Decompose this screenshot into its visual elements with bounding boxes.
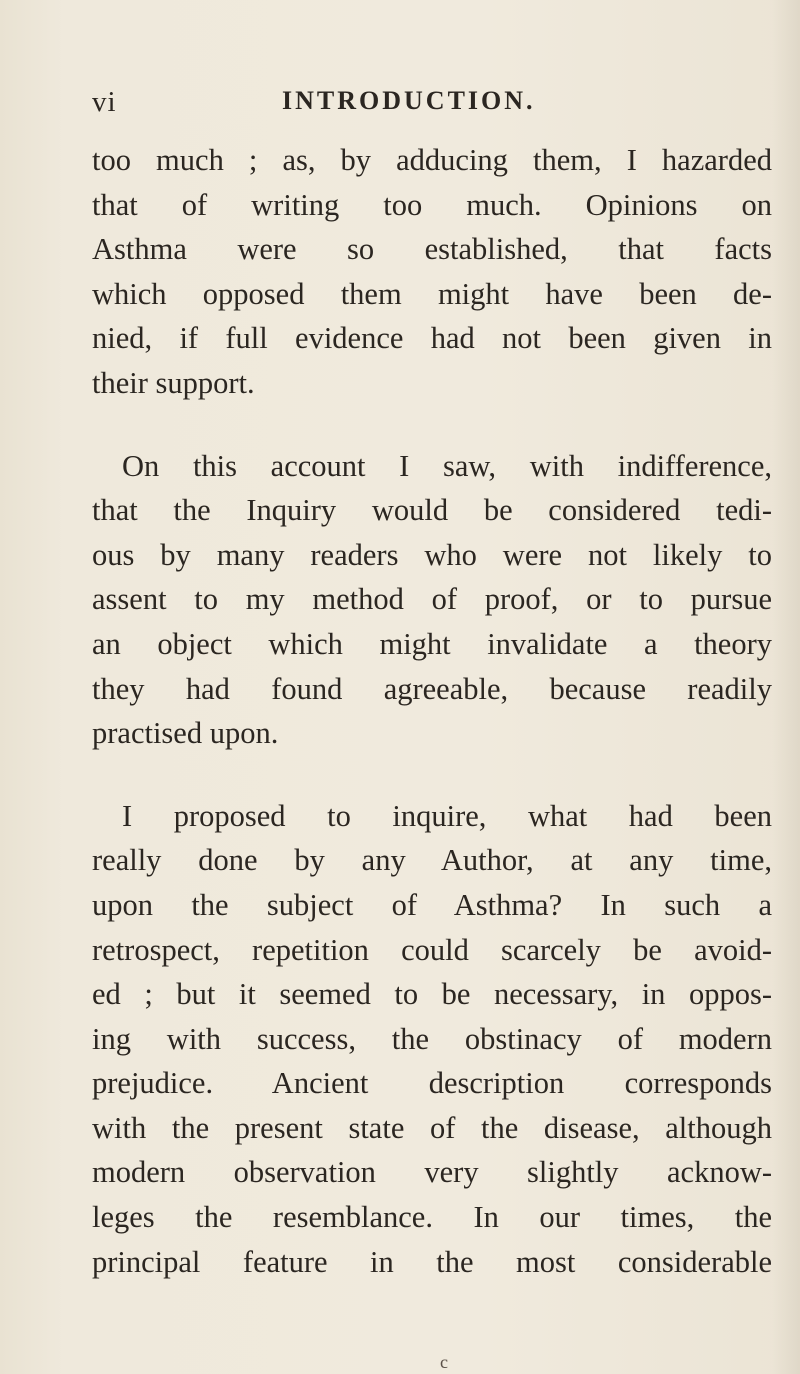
text-line: that of writing too much. Opinions on <box>92 187 772 222</box>
text-line: ous by many readers who were not likely to <box>92 537 772 572</box>
text-line: ed ; but it seemed to be necessary, in oppos- <box>92 977 772 1012</box>
paragraph <box>92 444 772 756</box>
text-line: prejudice. Ancient description corresponds <box>92 1066 772 1101</box>
body-text <box>92 138 772 1284</box>
text-line: practised upon. <box>92 716 279 751</box>
page-edge-shadow <box>772 0 800 1374</box>
page-number: vi <box>92 86 117 118</box>
text-line: nied, if full evidence had not been given in <box>92 321 772 356</box>
paragraph-gap <box>92 406 772 444</box>
chapter-title: INTRODUCTION. <box>282 86 536 115</box>
paragraph <box>92 794 772 1285</box>
text-line: retrospect, repetition could scarcely be avoid- <box>92 932 772 967</box>
signature-mark: c <box>440 1352 448 1372</box>
text-line: too much ; as, by adducing them, I hazarded <box>92 143 772 177</box>
text-line: Asthma were so established, that facts <box>92 232 772 267</box>
paragraph-gap <box>92 756 772 794</box>
text-line: really done by any Author, at any time, <box>92 843 772 878</box>
text-line: principal feature in the most considerable <box>92 1244 772 1279</box>
text-line: assent to my method of proof, or to pursue <box>92 582 772 617</box>
paragraph <box>92 138 772 406</box>
text-line: their support. <box>92 365 255 400</box>
running-head <box>92 86 772 120</box>
text-line: upon the subject of Asthma? In such a <box>92 887 772 922</box>
text-line: that the Inquiry would be considered tedi- <box>92 493 772 528</box>
text-line: which opposed them might have been de- <box>92 276 772 311</box>
text-line: leges the resemblance. In our times, the <box>92 1200 772 1235</box>
text-line: ing with success, the obstinacy of modern <box>92 1021 772 1056</box>
text-line: On this account I saw, with indifference, <box>122 448 772 483</box>
text-line: they had found agreeable, because readily <box>92 671 772 706</box>
text-line: an object which might invalidate a theory <box>92 626 772 661</box>
text-line: modern observation very slightly acknow- <box>92 1155 772 1190</box>
text-line: with the present state of the disease, although <box>92 1110 772 1145</box>
text-line: I proposed to inquire, what had been <box>122 798 772 833</box>
